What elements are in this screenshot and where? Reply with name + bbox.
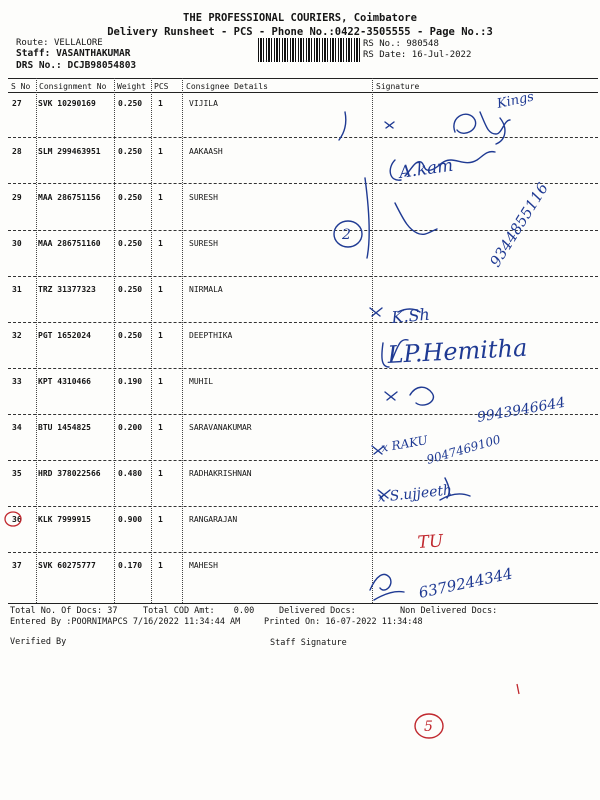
table-row-consignment: SVK 60275777	[38, 561, 96, 570]
table-row-consignee: AAKAASH	[189, 147, 223, 156]
table-row-sno: 30	[12, 239, 22, 248]
column-divider	[36, 78, 37, 603]
table-row-consignment: SVK 10290169	[38, 99, 96, 108]
row-separator	[8, 230, 598, 231]
column-divider	[182, 78, 183, 603]
table-row-consignee: DEEPTHIKA	[189, 331, 233, 340]
column-header-pcs: PCS	[154, 82, 169, 91]
column-header-weight: Weight	[117, 82, 146, 91]
table-row-sno: 31	[12, 285, 22, 294]
table-row-pcs: 1	[158, 515, 163, 524]
entered-by-value: POORNIMAPCS 7/16/2022 11:34:44 AM	[71, 617, 241, 627]
table-row-consignee: SURESH	[189, 193, 218, 202]
table-top-rule	[8, 78, 598, 79]
staff-line	[16, 48, 130, 59]
table-row-sno: 33	[12, 377, 22, 386]
signature-text: x RAKU	[380, 433, 429, 455]
total-cod	[143, 606, 254, 616]
table-row-consignee: RADHAKRISHNAN	[189, 469, 252, 478]
signature-text: x S.ujjeeth	[376, 482, 453, 506]
rs-date-line	[363, 50, 471, 60]
signature-text: LP.Hemitha	[386, 333, 528, 369]
table-row-sno: 37	[12, 561, 22, 570]
signature-text: A.kam	[397, 155, 455, 183]
row-separator	[8, 414, 598, 415]
barcode-image	[258, 38, 360, 62]
signature-text: 9943946644	[475, 394, 567, 426]
table-row-pcs: 1	[158, 377, 163, 386]
total-cod-label: Total COD Amt:	[143, 606, 215, 616]
signature-scribble	[339, 112, 346, 140]
totals-line	[10, 606, 118, 616]
verified-by-label: Verified By	[10, 637, 67, 647]
row-separator	[8, 368, 598, 369]
signature-scribble	[370, 308, 420, 316]
signature-text: 9047469100	[424, 432, 503, 467]
row-separator	[8, 322, 598, 323]
table-row-pcs: 1	[158, 193, 163, 202]
column-divider	[151, 78, 152, 603]
signature-scribble	[454, 112, 510, 144]
table-row-consignment: MAA 286751160	[38, 239, 101, 248]
table-row-consignment: KLK 7999915	[38, 515, 91, 524]
table-row-pcs: 1	[158, 239, 163, 248]
table-row-weight: 0.250	[118, 285, 143, 294]
table-row-pcs: 1	[158, 147, 163, 156]
table-row-consignment: BTU 1454825	[38, 423, 91, 432]
rs-date-label: RS Date:	[363, 50, 407, 60]
table-row-consignee: NIRMALA	[189, 285, 223, 294]
circle-mark	[334, 221, 362, 247]
signature-scribble	[365, 178, 369, 258]
table-row-consignment: SLM 299463951	[38, 147, 101, 156]
route-value: VELLALORE	[53, 38, 103, 48]
table-row-weight: 0.250	[118, 147, 143, 156]
column-divider	[372, 78, 373, 603]
signature-scribble	[372, 446, 384, 454]
table-row-sno: 32	[12, 331, 22, 340]
delivered-docs-label: Delivered Docs:	[279, 606, 356, 616]
table-row-consignment: TRZ 31377323	[38, 285, 96, 294]
signature-text: TU	[416, 531, 444, 553]
printed-on-label: Printed On:	[264, 617, 321, 627]
table-row-consignee: MAHESH	[189, 561, 218, 570]
table-row-consignment: HRD 378022566	[38, 469, 101, 478]
table-row-pcs: 1	[158, 561, 163, 570]
column-header-consignment: Consignment No	[39, 82, 107, 91]
column-divider	[114, 78, 115, 603]
table-row-consignment: MAA 286751156	[38, 193, 101, 202]
table-row-consignment: PGT 1652024	[38, 331, 91, 340]
table-row-sno: 27	[12, 99, 22, 108]
table-row-weight: 0.250	[118, 239, 143, 248]
total-docs-label: Total No. Of Docs:	[10, 606, 103, 616]
table-row-pcs: 1	[158, 469, 163, 478]
entered-by-label: Entered By :	[10, 617, 72, 627]
entered-by-line	[10, 617, 240, 627]
table-header-rule	[8, 92, 598, 93]
staff-signature-label: Staff Signature	[270, 638, 347, 648]
table-row-consignment: KPT 4310466	[38, 377, 91, 386]
printed-on-value: 16-07-2022 11:34:48	[325, 617, 423, 627]
signature-text: K.Sh	[390, 304, 431, 327]
signature-scribble	[385, 122, 394, 128]
page-number-mark-text: 5	[424, 719, 433, 735]
drs-value: DCJB98054803	[67, 60, 137, 71]
table-row-weight: 0.480	[118, 469, 143, 478]
table-row-consignee: SURESH	[189, 239, 218, 248]
total-docs-value: 37	[107, 606, 118, 616]
non-delivered-docs-label: Non Delivered Docs:	[400, 606, 498, 616]
rs-date-value: 16-Jul-2022	[411, 50, 472, 60]
staff-label: Staff:	[16, 48, 51, 59]
rs-no-value: 980548	[406, 39, 439, 49]
column-header-consignee: Consignee Details	[186, 82, 268, 91]
table-row-sno: 36	[12, 515, 22, 524]
row-separator	[8, 137, 598, 138]
table-bottom-rule	[8, 603, 598, 604]
table-row-pcs: 1	[158, 331, 163, 340]
printed-on-line	[264, 617, 423, 627]
table-row-consignee: VIJILA	[189, 99, 218, 108]
signature-text: 9344855116	[486, 179, 552, 271]
table-row-consignee: RANGARAJAN	[189, 515, 238, 524]
total-cod-value: 0.00	[233, 606, 255, 616]
table-row-consignee: SARAVANAKUMAR	[189, 423, 252, 432]
table-row-weight: 0.200	[118, 423, 143, 432]
table-row-consignee: MUHIL	[189, 377, 214, 386]
staff-value: VASANTHAKUMAR	[56, 48, 131, 59]
signature-scribble	[517, 684, 519, 694]
signature-text: 2	[342, 227, 351, 243]
signature-text: Kings	[495, 89, 536, 112]
table-row-sno: 34	[12, 423, 22, 432]
table-row-pcs: 1	[158, 285, 163, 294]
table-row-weight: 0.250	[118, 99, 143, 108]
signature-scribble	[390, 152, 495, 181]
table-row-sno: 28	[12, 147, 22, 156]
drs-label: DRS No.:	[16, 60, 62, 71]
row-separator	[8, 276, 598, 277]
table-row-pcs: 1	[158, 423, 163, 432]
row-separator	[8, 506, 598, 507]
table-row-sno: 29	[12, 193, 22, 202]
page-number-mark	[415, 714, 443, 738]
signature-text: 6379244344	[417, 564, 515, 602]
page-title: THE PROFESSIONAL COURIERS, Coimbatore	[183, 12, 417, 24]
column-header-signature: Signature	[376, 82, 420, 91]
table-row-weight: 0.190	[118, 377, 143, 386]
signature-scribble	[382, 340, 408, 367]
drs-line	[16, 60, 136, 71]
row-separator	[8, 460, 598, 461]
row-separator	[8, 183, 598, 184]
rs-no-label: RS No.:	[363, 39, 401, 49]
rs-no-line	[363, 39, 439, 49]
route-label: Route:	[16, 38, 49, 48]
signature-scribble	[378, 478, 470, 500]
signature-scribble	[370, 574, 404, 600]
table-row-weight: 0.900	[118, 515, 143, 524]
table-row-weight: 0.250	[118, 331, 143, 340]
page-subtitle: Delivery Runsheet - PCS - Phone No.:0422-3505555 - Page No.:3	[107, 26, 493, 38]
route-line	[16, 38, 103, 48]
signature-scribble	[385, 387, 433, 405]
column-header-sno: S No	[11, 82, 31, 91]
table-row-weight: 0.250	[118, 193, 143, 202]
table-row-sno: 35	[12, 469, 22, 478]
table-row-weight: 0.170	[118, 561, 143, 570]
row-separator	[8, 552, 598, 553]
table-row-pcs: 1	[158, 99, 163, 108]
